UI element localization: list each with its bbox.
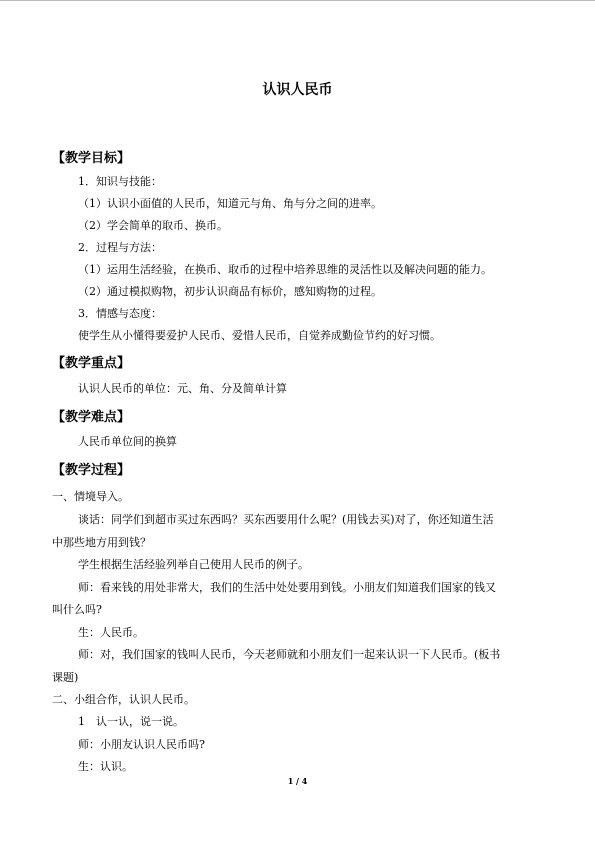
process-line: 师：对，我们国家的钱叫人民币，今天老师就和小朋友们一起来认识一下人民币。(板书 — [78, 648, 501, 661]
section-heading-process: 【教学过程】 — [52, 463, 131, 478]
section-heading-key-points: 【教学重点】 — [52, 356, 131, 371]
goals-line: （1）认识小面值的人民币，知道元与角、角与分之间的进率。 — [78, 197, 382, 210]
goals-line: 3．情感与态度： — [78, 307, 162, 320]
process-line: 二、小组合作，认识人民币。 — [52, 693, 195, 706]
document-title: 认识人民币 — [262, 82, 333, 98]
process-line: 师：小朋友认识人民币吗? — [78, 738, 205, 751]
process-line: 师：看来钱的用处非常大，我们的生活中处处要用到钱。小朋友们知道我们国家的钱又 — [78, 581, 496, 594]
process-line: 1 认一认，说一说。 — [78, 715, 184, 728]
goals-line: （1）运用生活经验，在换币、取币的过程中培养思维的灵活性以及解决问题的能力。 — [78, 263, 492, 276]
process-line: 中那些地方用到钱？ — [52, 536, 151, 549]
page-number: 1 / 4 — [287, 776, 308, 786]
process-line: 课题) — [52, 671, 79, 684]
process-line: 生：认识。 — [78, 760, 133, 773]
section-heading-difficulties: 【教学难点】 — [52, 410, 131, 425]
process-line: 一、情境导入。 — [52, 490, 129, 503]
goals-line: （2）通过模拟购物，初步认识商品有标价，感知购物的过程。 — [78, 285, 382, 298]
goals-line: 使学生从小懂得要爱护人民币、爱惜人民币，自觉养成勤俭节约的好习惯。 — [78, 329, 441, 342]
process-line: 生：人民币。 — [78, 626, 144, 639]
difficulties-line: 人民币单位间的换算 — [78, 435, 177, 448]
goals-line: （2）学会简单的取币、换币。 — [78, 219, 228, 232]
process-line: 叫什么吗? — [52, 603, 102, 616]
key-points-line: 认识人民币的单位：元、角、分及简单计算 — [78, 382, 287, 395]
process-line: 谈话：同学们到超市买过东西吗？买东西要用什么呢？(用钱去买)对了，你还知道生活 — [78, 513, 494, 526]
goals-line: 2．过程与方法： — [78, 241, 162, 254]
process-line: 学生根据生活经验列举自己使用人民币的例子。 — [78, 558, 309, 571]
goals-line: 1．知识与技能： — [78, 175, 162, 188]
section-heading-goals: 【教学目标】 — [52, 151, 131, 166]
